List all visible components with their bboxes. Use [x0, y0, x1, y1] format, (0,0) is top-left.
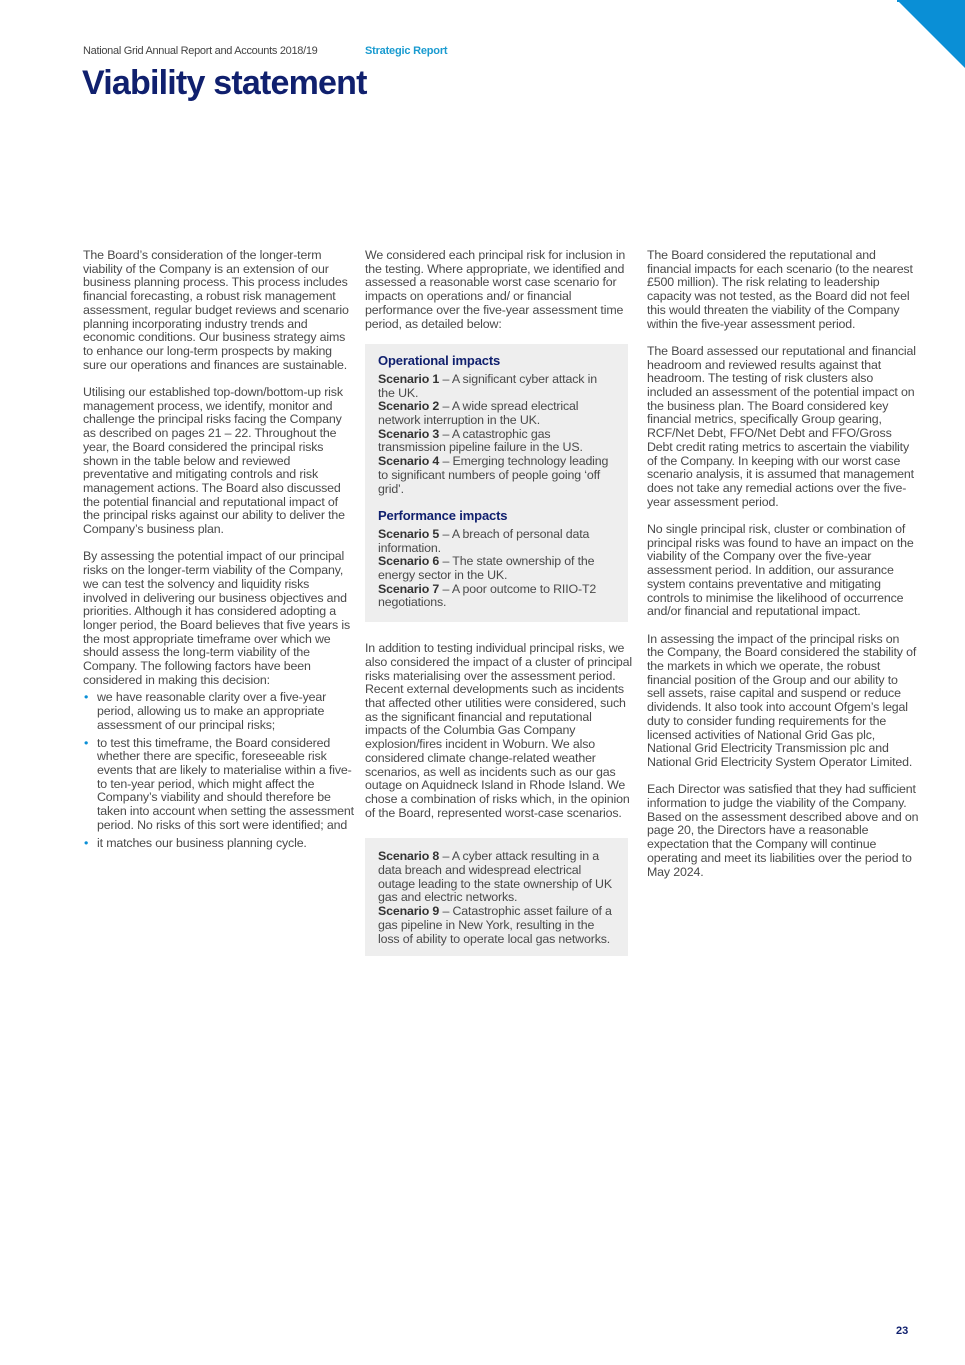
page-number: 23 — [896, 1325, 909, 1337]
scenario-text: – Catastrophic asset failure of a gas pipeline in New York, resulting in the loss of ability to operate local gas networks. — [378, 904, 612, 946]
corner-accent-triangle — [897, 0, 965, 68]
scenario-item — [378, 400, 615, 427]
bullet-list — [83, 691, 355, 850]
scenario-text: – A catastrophic gas transmission pipeline failure in the US. — [378, 426, 583, 455]
list-item-text: we have reasonable clarity over a five-year period, allowing us to make an appropriate assessment of our principal risks; — [97, 690, 327, 732]
scenario-label: Scenario 3 — [378, 426, 440, 441]
scenario-label: Scenario 4 — [378, 454, 440, 469]
scenario-label: Scenario 8 — [378, 849, 440, 864]
scenario-item — [378, 528, 615, 555]
paragraph: The Board considered the reputational and financial impacts for each scenario (to the nearest £500 million). The risk relating to leadership capacity was not tested, as the Board did not feel this would threaten the viability of the Company within the five-year assessment period. — [647, 248, 913, 331]
scenario-text: – A wide spread electrical network interruption in the UK. — [378, 399, 579, 428]
scenario-item — [378, 373, 615, 400]
scenario-label: Scenario 1 — [378, 371, 440, 386]
scenario-text: – A significant cyber attack in the UK. — [378, 371, 597, 400]
paragraph: The Board assessed our reputational and financial headroom and reviewed results against that headroom. The testing of risk clusters also included an assessment of the potential impact on the business plan. The Board considered key financial metrics, specifically Group gearing, RCF/Net Debt, FFO/Net Debt and FFO/Gross Debt credit rating metrics to ascertain the viability of the Company. In keeping with our worst case scenario analysis, it is assumed that management does not take any remedial actions over the five-year assessment period. — [647, 343, 916, 509]
scenario-item — [378, 428, 615, 455]
scenario-label: Scenario 9 — [378, 904, 440, 919]
page-title: Viability statement — [82, 64, 367, 102]
scenario-text: – A cyber attack resulting in a data breach and widespread electrical outage leading to the state ownership of UK gas and electric networks. — [378, 849, 612, 905]
scenarios-box-cluster — [365, 838, 628, 956]
scenario-text: – Emerging technology leading to significant numbers of people going ‘off grid’. — [378, 454, 609, 496]
paragraph: In addition to testing individual principal risks, we also considered the impact of a cluster of principal risks materialising over the assessment period. Recent external developments such as incidents that affected other utilities were considered, such as the significant financial and reputational impacts of the Columbia Gas Company explosion/fires incident in Woburn. We also considered climate change-related weather scenarios, as well as incidents such as our gas outage on Aquidneck Island in Rhode Island. We chose a combination of risks which, in the opinion of the Board, represented worst-case scenarios. — [365, 641, 633, 820]
scenarios-box-individual — [365, 344, 628, 622]
scenario-text: – The state ownership of the energy sector in the UK. — [378, 554, 595, 583]
paragraph: Each Director was satisfied that they had sufficient information to judge the viability of the Company. Based on the assessment described above and on page 20, the Directors have a reasonable expectation that the Company will continue operating and meet its liabilities over the period to May 2024. — [647, 782, 919, 879]
bullet-icon: • — [84, 735, 89, 750]
paragraph: The Board’s consideration of the longer-term viability of the Company is an extension of our business planning process. This process includes financial forecasting, a robust risk management assessment, regular budget reviews and scenario planning incorporating industry trends and economic conditions. Our business strategy aims to enhance our long-term prospects by making sure our operations and finances are sustainable. — [83, 248, 349, 372]
operational-impacts-heading: Operational impacts — [378, 353, 501, 369]
scenario-label: Scenario 6 — [378, 554, 440, 569]
performance-impacts-heading: Performance impacts — [378, 508, 508, 524]
paragraph: Utilising our established top-down/bottom-up risk management process, we identify, monitor and challenge the principal risks facing the Company as described on pages 21 – 22. Throughout the year, the Board considered the principal risks shown in the table below and reviewed preventative and mitigating controls and risk management actions. The Board also discussed the potential financial and reputational impact of the principal risks against our ability to deliver the Company’s business plan. — [83, 385, 345, 537]
paragraph: In assessing the impact of the principal risks on the Company, the Board considered the stability of the markets in which we operate, the robust financial position of the Group and our ability to sell assets, raise capital and suspend or reduce dividends. It also took into account Ofgem’s legal duty to consider funding requirements for the licensed activities of National Grid Gas plc, National Grid Electricity Transmission plc and National Grid Electricity System Operator Limited. — [647, 631, 917, 769]
column-1 — [83, 249, 355, 854]
bullet-icon: • — [84, 690, 89, 705]
paragraph: By assessing the potential impact of our principal risks on the longer-term viability of the Company, we can test the solvency and liquidity risks involved in delivering our business objectives and priorities. Although it has considered adopting a longer period, the Board believes that five years is the most appropriate timeframe over which we should assess the long-term viability of the Company. The following factors have been considered in making this decision: — [83, 549, 351, 687]
list-item-text: to test this timeframe, the Board considered whether there are specific, foreseeable risk events that are likely to materialise within a five- to ten-year period, which might affect the Company’s viability and should therefore be taken into account when setting the assessment period. No risks of this sort were identified; and — [97, 735, 354, 832]
list-item-text: it matches our business planning cycle. — [97, 835, 307, 850]
list-item — [83, 691, 355, 732]
scenario-label: Scenario 2 — [378, 399, 440, 414]
scenario-item — [378, 555, 615, 582]
scenario-text: – A poor outcome to RIIO-T2 negotiations. — [378, 581, 597, 610]
scenario-label: Scenario 7 — [378, 581, 440, 596]
paragraph: We considered each principal risk for inclusion in the testing. Where appropriate, we identified and assessed a reasonable worst case scenario for impacts on operations and/ or financial performance over the five-year assessment time period, as detailed below: — [365, 248, 626, 331]
scenario-item — [378, 455, 615, 496]
bullet-icon: • — [84, 835, 89, 850]
column-3 — [647, 249, 919, 893]
section-name: Strategic Report — [365, 45, 448, 57]
list-item — [83, 837, 355, 851]
scenario-item — [378, 583, 615, 610]
scenario-item — [378, 850, 615, 905]
scenario-text: – A breach of personal data information. — [378, 526, 590, 555]
list-item — [83, 737, 355, 833]
column-2 — [365, 249, 633, 976]
paragraph: No single principal risk, cluster or combination of principal risks was found to have an impact on the viability of the Company over the five-year assessment period. In addition, our assurance system contains preventative and mitigating controls to minimise the likelihood of occurrence and/or financial and reputational impact. — [647, 522, 914, 619]
scenario-label: Scenario 5 — [378, 526, 440, 541]
running-head: National Grid Annual Report and Accounts 2018/19 — [83, 45, 318, 57]
scenario-item — [378, 905, 615, 946]
